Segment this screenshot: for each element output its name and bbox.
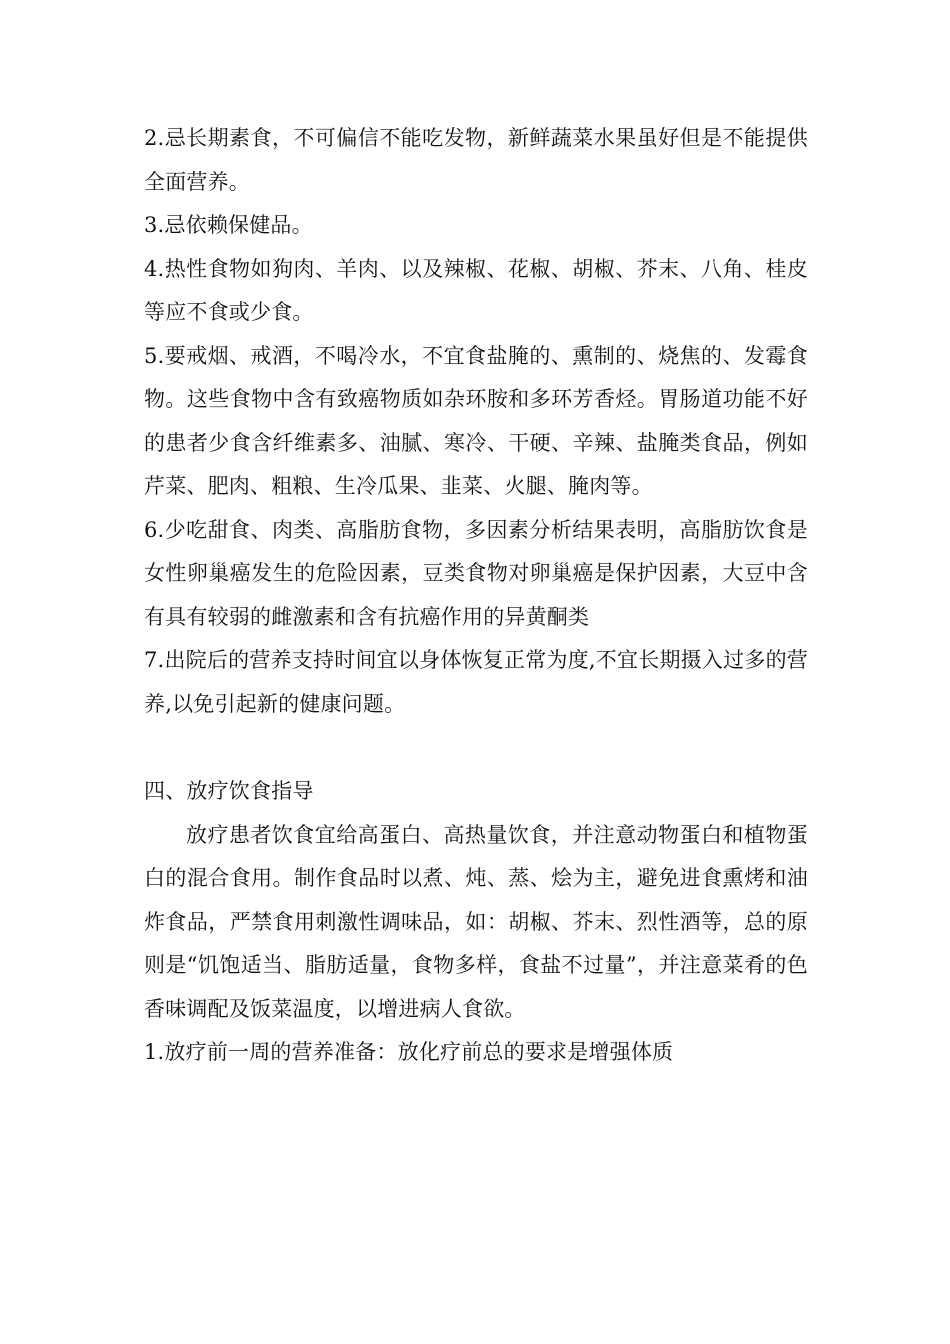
section-heading: 四、放疗饮食指导 bbox=[144, 779, 314, 803]
paragraph-item-5: 5.要戒烟、戒酒，不喝冷水，不宜食盐腌的、熏制的、烧焦的、发霉食物。这些食物中含有致癌物质如杂环胺和多环芳香烃。胃肠道功能不好的患者少食含纤维素多、油腻、寒冷、干硬、辛辣、盐腌类食品，例如芹菜、肥肉、粗粮、生冷瓜果、韭菜、火腿、腌肉等。 bbox=[144, 343, 808, 498]
document-body bbox=[144, 117, 808, 1075]
paragraph-item-7: 7.出院后的营养支持时间宜以身体恢复正常为度,不宜长期摄入过多的营养,以免引起新的健康问题。 bbox=[144, 648, 808, 716]
section-body-paragraph: 放疗患者饮食宜给高蛋白、高热量饮食，并注意动物蛋白和植物蛋白的混合食用。制作食品时以煮、炖、蒸、烩为主，避免进食熏烤和油炸食品，严禁食用刺激性调味品，如：胡椒、芥末、烈性酒等，总的原则是“饥饱适当、脂肪适量，食物多样，食盐不过量”，并注意菜肴的色香味调配及饭菜温度，以增进病人食欲。 bbox=[144, 822, 808, 1021]
paragraph-item-2: 2.忌长期素食，不可偏信不能吃发物，新鲜蔬菜水果虽好但是不能提供全面营养。 bbox=[144, 126, 808, 194]
section-item-1: 1.放疗前一周的营养准备：放化疗前总的要求是增强体质 bbox=[144, 1040, 674, 1064]
paragraph-item-4: 4.热性食物如狗肉、羊肉、以及辣椒、花椒、胡椒、芥末、八角、桂皮等应不食或少食。 bbox=[144, 256, 808, 324]
paragraph-item-6: 6.少吃甜食、肉类、高脂肪食物，多因素分析结果表明，高脂肪饮食是女性卵巢癌发生的危险因素，豆类食物对卵巢癌是保护因素，大豆中含有具有较弱的雌激素和含有抗癌作用的异黄酮类 bbox=[144, 517, 808, 629]
paragraph-item-3: 3.忌依赖保健品。 bbox=[144, 213, 313, 237]
